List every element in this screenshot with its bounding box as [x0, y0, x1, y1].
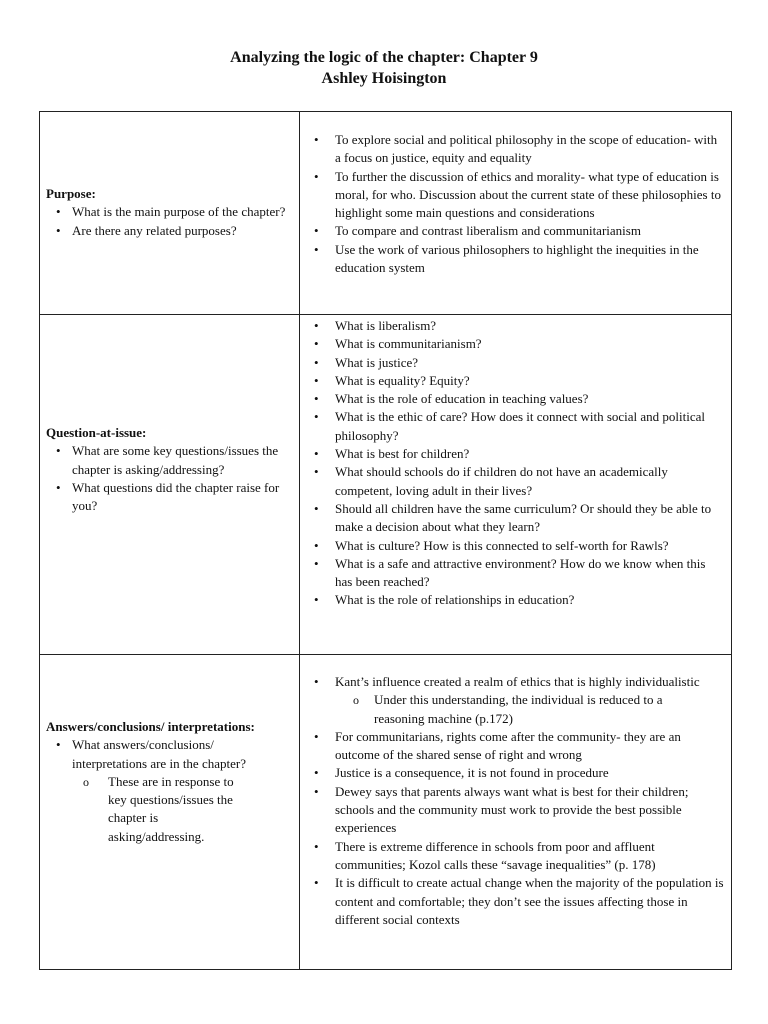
- list-item: • It is difficult to create actual change when the majority of the population is content and comfortable; they don’t see the issues affecting those in different social contexts: [312, 874, 725, 929]
- list-item: • Should all children have the same curriculum? Or should they be able to make a decision about what they learn?: [312, 500, 725, 537]
- question-label: Question-at-issue:: [46, 425, 147, 440]
- list-item: • What is communitarianism?: [312, 335, 725, 353]
- table-row-answers: [40, 655, 732, 970]
- answers-prompt-list: [46, 736, 291, 846]
- list-item: • There is extreme difference in schools from poor and affluent communities; Kozol calls these “savage inequalities” (p. 178): [312, 838, 725, 875]
- list-item: • What is liberalism?: [312, 317, 725, 335]
- document-title: Analyzing the logic of the chapter: Chapter 9: [230, 49, 538, 66]
- question-prompt-cell: [40, 315, 300, 655]
- list-item: • What is the role of education in teaching values?: [312, 390, 725, 408]
- logic-table: [39, 111, 732, 970]
- list-item: • For communitarians, rights come after the community- they are an outcome of the shared sense of right and wrong: [312, 728, 725, 765]
- list-item: • What is culture? How is this connected to self-worth for Rawls?: [312, 537, 725, 555]
- answers-answer-cell: [300, 655, 732, 970]
- purpose-answer-list: [312, 131, 725, 277]
- sub-list-item: o Under this understanding, the individual is reduced to a reasoning machine (p.172): [312, 691, 685, 728]
- answers-label: Answers/conclusions/ interpretations:: [46, 719, 255, 734]
- list-item: • Justice is a consequence, it is not found in procedure: [312, 764, 725, 782]
- list-item: • To compare and contrast liberalism and communitarianism: [312, 222, 725, 240]
- list-item: • What questions did the chapter raise for you?: [46, 479, 291, 516]
- list-item: • What is the role of relationships in education?: [312, 591, 725, 609]
- list-item: • What is the main purpose of the chapter?: [46, 203, 291, 221]
- purpose-label: Purpose:: [46, 186, 96, 201]
- question-answer-cell: [300, 315, 732, 655]
- author-name: Ashley Hoisington: [321, 70, 447, 87]
- sub-list-item: o These are in response to key questions/issues the chapter is asking/addressing.: [46, 773, 251, 846]
- list-item: • What is a safe and attractive environment? How do we know when this has been reached?: [312, 555, 725, 592]
- list-item: • What are some key questions/issues the chapter is asking/addressing?: [46, 442, 291, 479]
- purpose-prompt-cell: [40, 112, 300, 315]
- table-row-question-at-issue: [40, 315, 732, 655]
- list-item: • Kant’s influence created a realm of ethics that is highly individualistic: [312, 673, 725, 691]
- answers-answer-list: [312, 673, 725, 929]
- answers-prompt-cell: [40, 655, 300, 970]
- list-item: • What is best for children?: [312, 445, 725, 463]
- list-item: • Are there any related purposes?: [46, 222, 291, 240]
- question-prompt-list: [46, 442, 291, 515]
- list-item: • Dewey says that parents always want what is best for their children; schools and the community must work to provide the best possible experiences: [312, 783, 725, 838]
- list-item: • To further the discussion of ethics and morality- what type of education is moral, for who. Discussion about the current state of these philosophies to highlight some main questions and considerations: [312, 168, 725, 223]
- list-item: • What is the ethic of care? How does it connect with social and political philosophy?: [312, 408, 725, 445]
- table-row-purpose: [40, 112, 732, 315]
- list-item: • What is equality? Equity?: [312, 372, 725, 390]
- list-item: • Use the work of various philosophers to highlight the inequities in the education system: [312, 241, 725, 278]
- list-item: • What should schools do if children do not have an academically competent, loving adult in their lives?: [312, 463, 725, 500]
- list-item: • To explore social and political philosophy in the scope of education- with a focus on justice, equity and equality: [312, 131, 725, 168]
- question-answer-list: [312, 317, 725, 610]
- purpose-prompt-list: [46, 203, 291, 240]
- list-item: • What is justice?: [312, 354, 725, 372]
- list-item: • What answers/conclusions/ interpretations are in the chapter?: [46, 736, 291, 773]
- document-header: [0, 47, 768, 89]
- purpose-answer-cell: [300, 112, 732, 315]
